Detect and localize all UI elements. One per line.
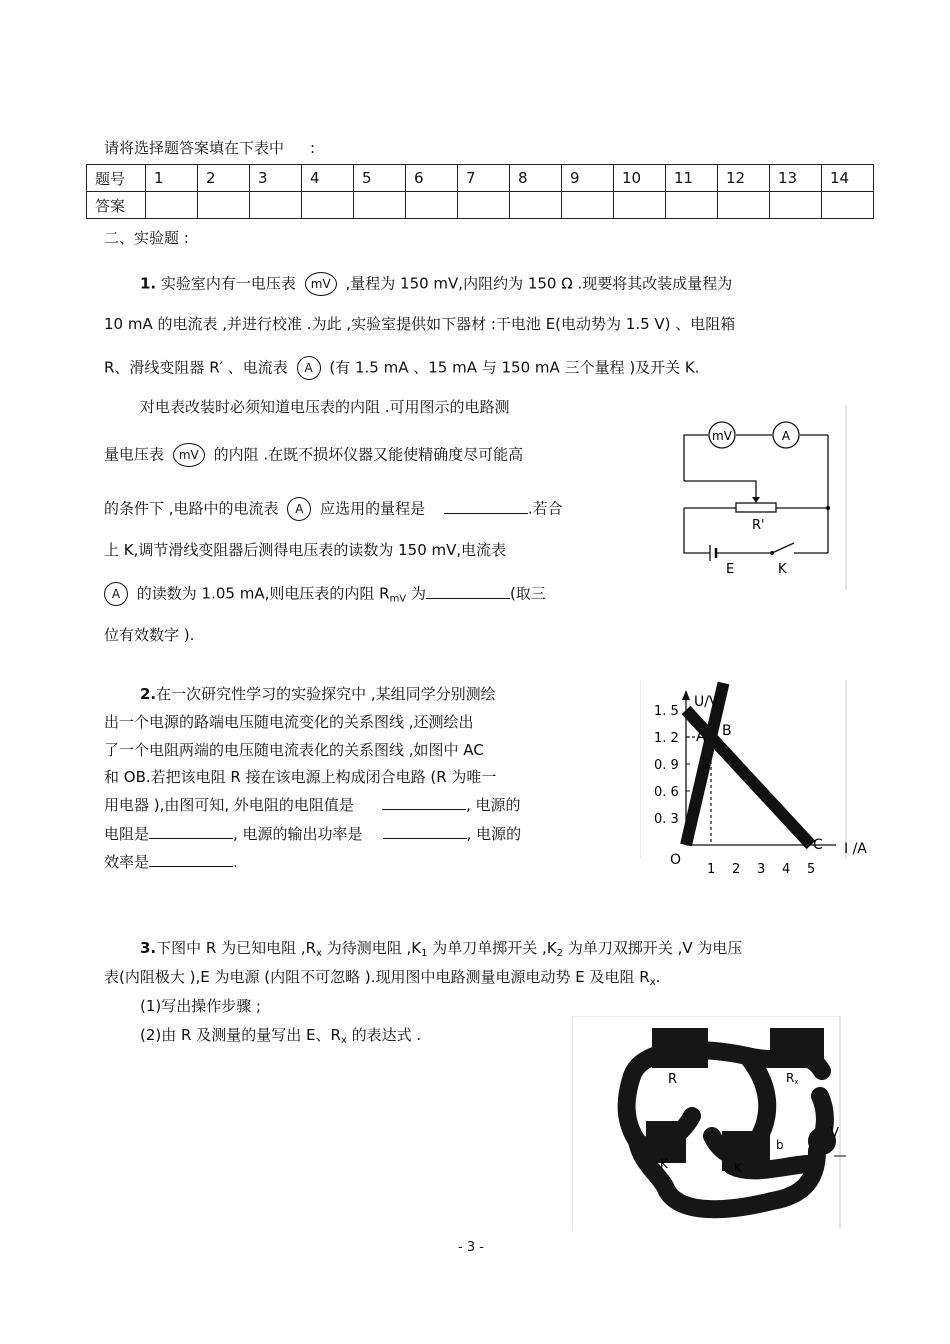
x-tick-label: 3 [757,862,766,877]
q3-line-3: (1)写出操作步骤 ; [140,997,262,1015]
circuit3-b-label: b [776,1138,784,1152]
table-cell: 12 [718,165,770,192]
ammeter-icon: A [297,356,321,380]
table-cell: 14 [822,165,874,192]
y-axis-label: U/V [694,694,719,710]
answer-cell[interactable] [666,192,718,219]
answer-cell[interactable] [250,192,302,219]
table-header-cell: 答案 [87,192,146,219]
answer-cell[interactable] [770,192,822,219]
instruction-text: 请将选择题答案填在下表中 : [104,139,316,157]
circuit-k-label: K [778,562,787,577]
table-cell: 4 [302,165,354,192]
table-row [87,192,874,219]
point-b-label: B [722,723,732,739]
q1-line-6: 的条件下 ,电路中的电流表 A 应选用的量程是 .若合 [104,497,563,521]
table-cell: 9 [562,165,614,192]
circuit-e-label: E [726,562,735,577]
answer-blank[interactable] [383,838,467,839]
q1-line-1: 1. 实验室内有一电压表 mV ,量程为 150 mV,内阻约为 150 Ω .现要将其改装成量程为 [140,272,732,296]
table-cell: 1 [146,165,198,192]
q1-line-3: R、滑线变阻器 R′ 、电流表 A (有 1.5 mA 、15 mA 与 150 mA 三个量程 )及开关 K. [104,356,700,380]
ammeter-icon: A [287,497,311,521]
circuit3-rx-label: Rx [786,1071,799,1086]
answer-cell[interactable] [562,192,614,219]
section-title: 二、实验题 : [104,229,189,247]
q2-line-5: 用电器 ),由图可知, 外电阻的电阻值是 , 电源的 [104,796,521,814]
y-tick-label: 1. 2 [654,731,679,746]
answer-cell[interactable] [510,192,562,219]
x-axis-label: I /A [844,841,867,857]
x-tick-label: 2 [732,862,741,877]
table-cell: 5 [354,165,406,192]
ammeter-icon: A [104,582,128,606]
answer-cell[interactable] [718,192,770,219]
answer-blank[interactable] [382,809,466,810]
answer-cell[interactable] [146,192,198,219]
answer-blank[interactable] [426,598,510,599]
q1-line-8: A 的读数为 1.05 mA,则电压表的内阻 $R_{mV}$ 为 (取三 [100,582,546,610]
table-row [87,165,874,192]
q3-line-1: 3.下图中 R 为已知电阻 $,R_x$ 为待测电阻 $,K_1$ 为单刀单掷开关 $,K_2$ 为单刀双掷开关 ,V 为电压 [140,939,743,959]
table-cell: 8 [510,165,562,192]
circuit3-r-label: R [668,1072,678,1087]
circuit-a-label: A [781,429,791,443]
q1-line-2: 10 mA 的电流表 ,并进行校准 .为此 ,实验室提供如下器材 :干电池 E(电动势为 1.5 V) 、电阻箱 [104,315,736,333]
circuit3-k2-label: K [734,1161,742,1175]
y-tick-label: 1. 5 [654,704,679,719]
table-cell: 13 [770,165,822,192]
circuit-diagram-3 [572,1016,848,1228]
answer-cell[interactable] [354,192,406,219]
q1-line-9: 位有效数字 ). [104,626,195,644]
ui-graph [640,680,880,880]
q2-line-7: 效率是 . [104,853,238,871]
q1-line-5: 量电压表 mV 的内阻 .在既不损坏仪器又能使精确度尽可能高 [104,443,523,467]
table-header-cell: 题号 [87,165,146,192]
answer-cell[interactable] [822,192,874,219]
point-c-label: C [813,837,823,853]
answer-table [86,164,874,219]
q1-line-4: 对电表改装时必须知道电压表的内阻 .可用图示的电路测 [140,398,510,416]
millivoltmeter-icon: mV [305,272,337,296]
circuit-diagram-1 [660,405,850,590]
y-tick-label: 0. 9 [654,758,679,773]
table-cell: 7 [458,165,510,192]
answer-cell[interactable] [614,192,666,219]
q2-line-1: 2.在一次研究性学习的实验探究中 ,某组同学分别测绘 [140,685,496,703]
answer-cell[interactable] [406,192,458,219]
answer-blank[interactable] [149,866,233,867]
q2-line-6: 电阻是 , 电源的输出功率是 , 电源的 [104,825,522,843]
answer-blank[interactable] [444,513,528,514]
circuit3-k1-label: K [660,1157,668,1171]
q1-line-7: 上 K,调节滑线变阻器后测得电压表的读数为 150 mV,电流表 [104,541,507,559]
table-cell: 10 [614,165,666,192]
point-a-label: A [696,729,706,745]
q2-line-2: 出一个电源的路端电压随电流变化的关系图线 ,还测绘出 [104,713,474,731]
table-cell: 2 [198,165,250,192]
y-tick-label: 0. 6 [654,785,679,800]
q2-line-3: 了一个电阻两端的电压随电流表化的关系图线 ,如图中 AC [104,741,484,759]
answer-cell[interactable] [198,192,250,219]
table-cell: 11 [666,165,718,192]
x-tick-label: 1 [707,862,716,877]
q3-line-4: (2)由 R 及测量的量写出 E、$R_x$ 的表达式 . [140,1026,422,1046]
y-tick-label: 0. 3 [654,812,679,827]
q2-line-4: 和 OB.若把该电阻 R 接在该电源上构成闭合电路 (R 为唯一 [104,768,497,786]
answer-cell[interactable] [302,192,354,219]
q3-line-2: 表(内阻极大 ),E 为电源 (内阻不可忽略 ).现用图中电路测量电源电动势 E 及电阻 $R_x$. [104,968,661,988]
answer-cell[interactable] [458,192,510,219]
millivoltmeter-icon: mV [173,443,205,467]
answer-blank[interactable] [149,838,233,839]
table-cell: 6 [406,165,458,192]
x-tick-label: 4 [782,862,791,877]
circuit-mv-label: mV [712,429,732,443]
circuit3-v-label: V [830,1126,839,1141]
x-tick-label: 5 [807,862,816,877]
table-cell: 3 [250,165,302,192]
page-number: - 3 - [458,1240,484,1255]
origin-label: O [670,852,682,868]
circuit-rp-label: R' [752,518,765,533]
